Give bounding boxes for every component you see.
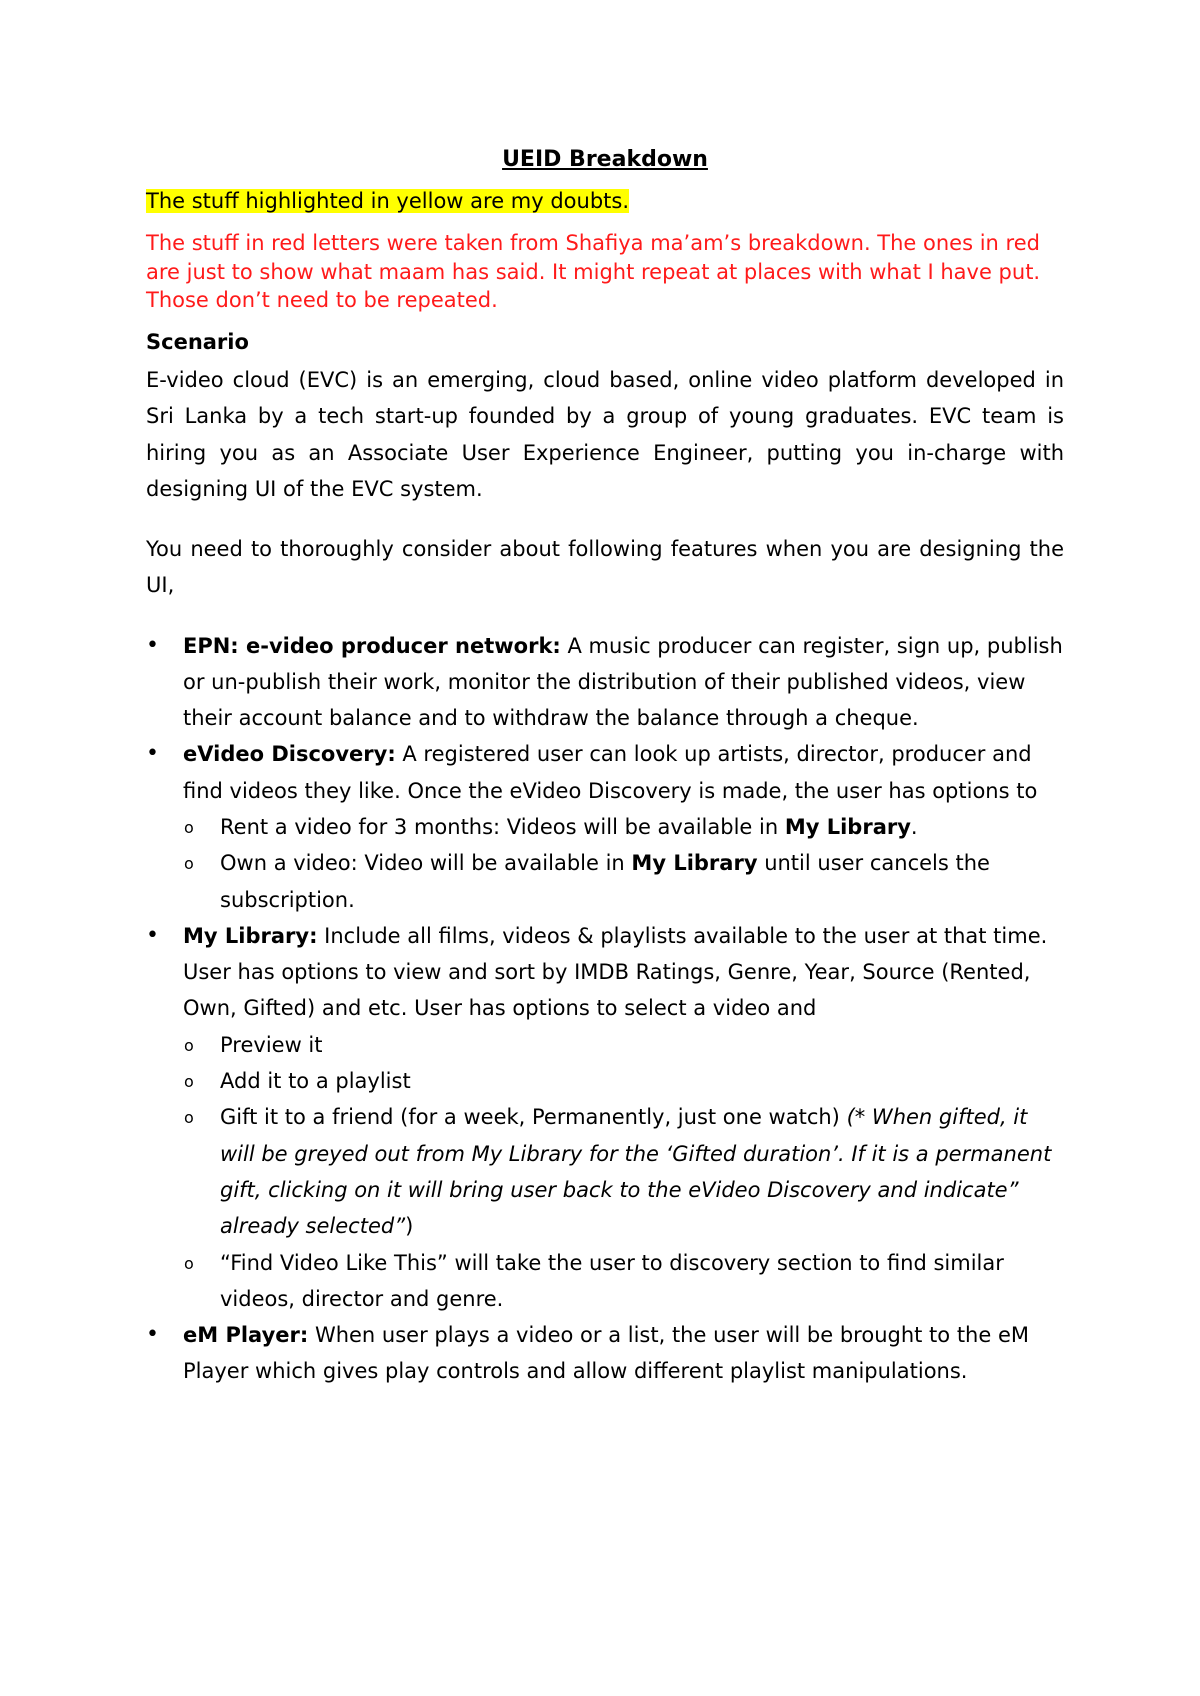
sub-item: o Add it to a playlist — [183, 1063, 1064, 1099]
feature-label: My Library: — [183, 923, 318, 948]
sub-item-text: Gift it to a friend (for a week, Permanently, just one watch) — [220, 1105, 847, 1130]
sub-list — [183, 809, 1064, 918]
sub-item-bold: My Library — [631, 851, 758, 876]
feature-label: eM Player: — [183, 1323, 309, 1348]
sub-item — [183, 809, 1064, 845]
sub-list — [183, 1027, 1064, 1317]
doubt-note — [146, 182, 1064, 221]
sub-item: o “Find Video Like This” will take the user to discovery section to find similar videos, director and genre. — [183, 1245, 1064, 1318]
document-body — [146, 140, 1064, 1390]
highlighted-text: The stuff highlighted in yellow are my doubts. — [146, 189, 630, 213]
feature-item-epn — [146, 628, 1064, 737]
sub-item-bold: My Library — [784, 814, 911, 839]
sub-item-italic: (* When gifted, it will be greyed out from My Library for the ‘Gifted duration’. If it is a permanent gift, clicking on it will bring user back to the eVideo Discovery and indicate” already selected” — [220, 1105, 1052, 1239]
sub-item-text: Own a video: Video will be available in — [220, 851, 632, 876]
sub-item — [183, 1099, 1064, 1244]
sub-item — [183, 845, 1064, 918]
feature-list — [146, 628, 1064, 1390]
feature-text: A music producer can register, sign up, publish or un-publish their work, monitor the distribution of their published videos, view their account balance and to withdraw the balance through a cheque. — [183, 633, 1063, 731]
feature-text: When user plays a video or a list, the user will be brought to the eM Player which gives play controls and allow different playlist manipulations. — [183, 1323, 1029, 1384]
intro-text: You need to thoroughly consider about following features when you are designing the UI, — [146, 536, 1064, 597]
scenario-heading: Scenario — [146, 329, 249, 354]
sub-item-text: until user cancels the subscription. — [220, 851, 990, 912]
scenario-text: E-video cloud (EVC) is an emerging, cloud based, online video platform developed in Sri Lanka by a tech start-up founded by a group of young graduates. EVC team is hiring you as an Associate User Experience Engineer, putting you in-charge with designing UI of the EVC system. — [146, 367, 1064, 501]
feature-text: Include all films, videos & playlists available to the user at that time. User has options to view and sort by IMDB Ratings, Genre, Year, Source (Rented, Own, Gifted) and etc. User has options to select a video and — [183, 923, 1048, 1021]
red-note: The stuff in red letters were taken from Shafiya ma’am’s breakdown. The ones in red are just to show what maam has said. It might repeat at places with what I have put. Those don’t need to be repeated. — [146, 231, 1041, 312]
sub-item: o Preview it — [183, 1027, 1064, 1063]
page-title: UEID Breakdown — [502, 147, 708, 172]
sub-item-text: Rent a video for 3 months: Videos will be available in — [220, 814, 785, 839]
feature-label: eVideo Discovery: — [183, 742, 396, 767]
feature-item-em-player — [146, 1317, 1064, 1390]
feature-item-evideo-discovery — [146, 736, 1064, 917]
sub-item-text: . — [910, 814, 918, 839]
feature-text: A registered user can look up artists, director, producer and find videos they like. Once the eVideo Discovery is made, the user has options to — [183, 742, 1038, 803]
feature-label: EPN: e-video producer network: — [183, 633, 561, 658]
sub-item-text: ) — [405, 1214, 414, 1239]
feature-item-my-library — [146, 918, 1064, 1317]
